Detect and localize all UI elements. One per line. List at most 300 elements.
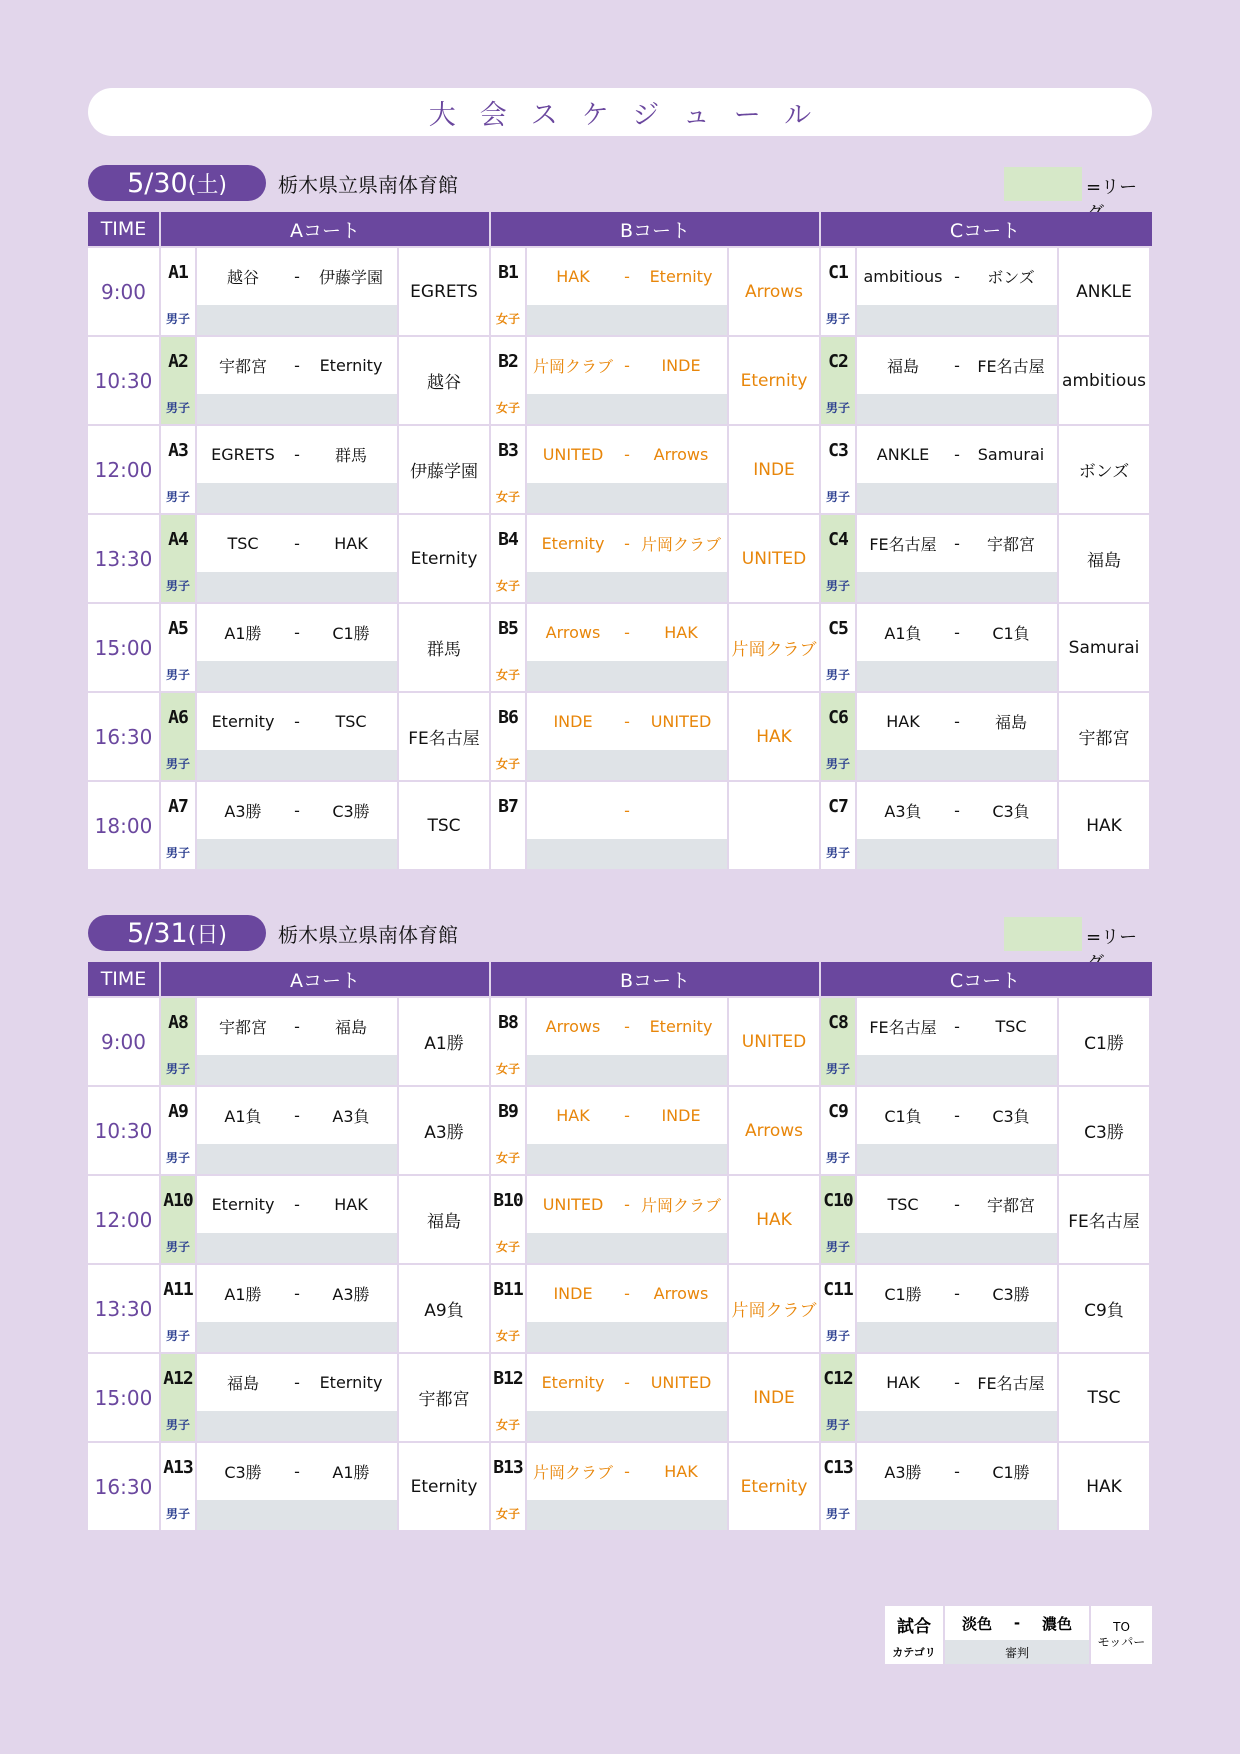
match-cell xyxy=(527,1176,727,1263)
to-mopper-team: 片岡クラブ xyxy=(729,604,819,691)
match-code: A6 xyxy=(168,707,188,728)
category-label: 男子 xyxy=(825,1418,850,1432)
team-dark: HAK xyxy=(334,534,368,553)
teams-row xyxy=(857,337,1057,394)
team-light: UNITED xyxy=(542,445,604,464)
referee-band xyxy=(857,1055,1057,1085)
match-code: B3 xyxy=(498,440,518,461)
court-match xyxy=(491,515,819,602)
teams-row xyxy=(857,693,1057,750)
match-code-cell xyxy=(821,248,855,335)
match-cell xyxy=(527,1354,727,1441)
court-header: Bコート xyxy=(491,212,821,246)
court-match xyxy=(491,1176,819,1263)
team-light: INDE xyxy=(553,1284,593,1303)
team-separator: - xyxy=(954,1373,960,1392)
match-code: C11 xyxy=(823,1279,853,1300)
match-code-cell xyxy=(161,782,195,869)
team-dark: INDE xyxy=(661,356,701,375)
teams-row xyxy=(857,1265,1057,1322)
category-label: 男子 xyxy=(825,846,850,860)
match-code-cell xyxy=(161,515,195,602)
match-cell xyxy=(527,1443,727,1530)
time-slot: 13:30 xyxy=(88,1265,159,1352)
team-separator: - xyxy=(954,1462,960,1481)
to-mopper-team: Eternity xyxy=(399,515,489,602)
to-mopper-team: Arrows xyxy=(729,1087,819,1174)
to-mopper-team: ANKLE xyxy=(1059,248,1149,335)
teams-row xyxy=(197,1354,397,1411)
match-code-cell xyxy=(821,1087,855,1174)
team-light: HAK xyxy=(886,712,920,731)
venue-name: 栃木県立県南体育館 xyxy=(278,173,458,197)
referee-band xyxy=(197,1500,397,1530)
league-swatch xyxy=(1004,167,1082,201)
referee-band xyxy=(857,839,1057,869)
to-mopper-team: Samurai xyxy=(1059,604,1149,691)
court-match xyxy=(161,1443,489,1530)
court-match xyxy=(491,426,819,513)
match-code-cell xyxy=(491,515,525,602)
team-separator: - xyxy=(624,1017,630,1036)
schedule-table xyxy=(88,212,1152,869)
referee-band xyxy=(527,572,727,602)
match-code-cell xyxy=(821,604,855,691)
category-label: 男子 xyxy=(825,312,850,326)
court-header: Aコート xyxy=(161,212,491,246)
to-mopper-team: 宇都宮 xyxy=(1059,693,1149,780)
teams-row xyxy=(857,604,1057,661)
match-code: A7 xyxy=(168,796,188,817)
match-code-cell xyxy=(161,1354,195,1441)
referee-band xyxy=(197,305,397,335)
court-match xyxy=(491,248,819,335)
team-light: 福島 xyxy=(886,357,919,376)
team-separator: - xyxy=(294,1373,300,1392)
team-dark: C1負 xyxy=(992,624,1030,643)
match-cell xyxy=(857,1087,1057,1174)
court-header: Bコート xyxy=(491,962,821,996)
team-dark: 片岡クラブ xyxy=(640,535,721,554)
team-separator: - xyxy=(954,356,960,375)
time-slot: 10:30 xyxy=(88,337,159,424)
match-code-cell xyxy=(161,1176,195,1263)
match-code-cell xyxy=(821,1354,855,1441)
teams-row xyxy=(527,782,727,839)
match-code: A13 xyxy=(163,1457,193,1478)
court-match xyxy=(491,337,819,424)
match-cell xyxy=(197,1443,397,1530)
match-code-cell xyxy=(491,1176,525,1263)
court-match xyxy=(491,1087,819,1174)
team-dark: UNITED xyxy=(650,1373,712,1392)
match-cell xyxy=(527,337,727,424)
category-label: 男子 xyxy=(165,1329,190,1343)
match-cell xyxy=(857,604,1057,691)
match-code-cell xyxy=(821,693,855,780)
match-code: A8 xyxy=(168,1012,188,1033)
time-slot: 9:00 xyxy=(88,248,159,335)
match-code: C9 xyxy=(828,1101,848,1122)
team-dark: C1勝 xyxy=(332,624,370,643)
match-code-cell xyxy=(821,1443,855,1530)
schedule-row xyxy=(88,604,1152,691)
match-cell xyxy=(197,782,397,869)
team-light: HAK xyxy=(556,267,590,286)
legend-key xyxy=(885,1606,1152,1664)
match-cell xyxy=(527,998,727,1085)
team-separator: - xyxy=(624,1284,630,1303)
league-swatch xyxy=(1004,917,1082,951)
match-code-cell xyxy=(821,1265,855,1352)
team-separator: - xyxy=(954,445,960,464)
team-dark: 片岡クラブ xyxy=(640,1196,721,1215)
to-mopper-team: ambitious xyxy=(1059,337,1149,424)
teams-row xyxy=(857,1176,1057,1233)
category-label: 男子 xyxy=(165,579,190,593)
teams-row xyxy=(527,248,727,305)
match-code: C4 xyxy=(828,529,848,550)
key-match-label: 試合 xyxy=(897,1617,931,1637)
to-mopper-team: A3勝 xyxy=(399,1087,489,1174)
time-slot: 16:30 xyxy=(88,1443,159,1530)
team-light: A3負 xyxy=(884,802,922,821)
schedule-row xyxy=(88,1087,1152,1174)
time-slot: 12:00 xyxy=(88,426,159,513)
court-match xyxy=(491,1265,819,1352)
match-code-cell xyxy=(161,337,195,424)
key-teams xyxy=(945,1606,1089,1640)
category-label: 男子 xyxy=(825,1151,850,1165)
key-mopper-label: モッパー xyxy=(1097,1635,1146,1649)
time-slot: 15:00 xyxy=(88,604,159,691)
team-separator: - xyxy=(954,1284,960,1303)
teams-row xyxy=(197,515,397,572)
match-cell xyxy=(857,1265,1057,1352)
referee-band xyxy=(857,1233,1057,1263)
court-match xyxy=(821,248,1149,335)
referee-band xyxy=(527,1055,727,1085)
match-code: B10 xyxy=(493,1190,523,1211)
team-light: 宇都宮 xyxy=(218,357,267,376)
match-code: B4 xyxy=(498,529,518,550)
team-separator: - xyxy=(954,801,960,820)
category-label: 女子 xyxy=(495,757,520,771)
team-separator: - xyxy=(954,1195,960,1214)
team-light: Eternity xyxy=(211,712,275,731)
team-dark: Eternity xyxy=(649,267,713,286)
referee-band xyxy=(197,1322,397,1352)
schedule-row xyxy=(88,782,1152,869)
team-separator: - xyxy=(294,623,300,642)
category-label: 男子 xyxy=(165,757,190,771)
date-label: 5/30 xyxy=(127,167,188,199)
court-match xyxy=(821,1354,1149,1441)
team-light: A3勝 xyxy=(884,1463,922,1482)
category-label: 男子 xyxy=(825,1507,850,1521)
court-match xyxy=(821,1265,1149,1352)
court-match xyxy=(491,1443,819,1530)
teams-row xyxy=(857,1087,1057,1144)
match-code: A11 xyxy=(163,1279,193,1300)
referee-band xyxy=(857,1500,1057,1530)
court-match xyxy=(821,1176,1149,1263)
to-mopper-team: UNITED xyxy=(729,998,819,1085)
match-code: A9 xyxy=(168,1101,188,1122)
team-separator: - xyxy=(624,1462,630,1481)
teams-row xyxy=(197,998,397,1055)
match-cell xyxy=(197,515,397,602)
key-to-label: TO xyxy=(1113,1620,1130,1634)
team-light: FE名古屋 xyxy=(869,1018,937,1037)
schedule-row xyxy=(88,693,1152,780)
schedule-row xyxy=(88,1443,1152,1530)
match-cell xyxy=(197,1176,397,1263)
match-code-cell xyxy=(821,515,855,602)
match-cell xyxy=(197,998,397,1085)
match-code: A10 xyxy=(163,1190,193,1211)
team-light: TSC xyxy=(887,1195,919,1214)
key-category-label: カテゴリ xyxy=(892,1646,936,1659)
match-code-cell xyxy=(491,998,525,1085)
team-light: ANKLE xyxy=(876,445,930,464)
team-separator: - xyxy=(624,801,630,820)
referee-band xyxy=(527,661,727,691)
team-dark: C1勝 xyxy=(992,1463,1030,1482)
to-mopper-team: Eternity xyxy=(729,337,819,424)
match-cell xyxy=(857,782,1057,869)
referee-band xyxy=(197,394,397,424)
team-separator: - xyxy=(954,712,960,731)
category-label: 男子 xyxy=(825,1062,850,1076)
match-code-cell xyxy=(491,248,525,335)
match-cell xyxy=(857,693,1057,780)
to-mopper-team: 宇都宮 xyxy=(399,1354,489,1441)
to-mopper-team: 福島 xyxy=(399,1176,489,1263)
match-code-cell xyxy=(491,693,525,780)
match-code: C1 xyxy=(828,262,848,283)
team-dark: HAK xyxy=(664,1462,698,1481)
referee-band xyxy=(197,1055,397,1085)
to-mopper-team: HAK xyxy=(1059,782,1149,869)
match-cell xyxy=(527,248,727,335)
team-dark: C3勝 xyxy=(992,1285,1030,1304)
league-legend-label: =リー xyxy=(1086,177,1138,198)
category-label: 女子 xyxy=(495,1062,520,1076)
team-separator: - xyxy=(624,356,630,375)
team-dark: INDE xyxy=(661,1106,701,1125)
to-mopper-team: INDE xyxy=(729,426,819,513)
match-cell xyxy=(527,515,727,602)
court-match xyxy=(491,998,819,1085)
team-separator: - xyxy=(624,1373,630,1392)
category-label: 男子 xyxy=(825,490,850,504)
category-label: 男子 xyxy=(165,846,190,860)
referee-band xyxy=(527,1500,727,1530)
match-code-cell xyxy=(821,1176,855,1263)
team-separator: - xyxy=(294,267,300,286)
to-mopper-team: Arrows xyxy=(729,248,819,335)
referee-band xyxy=(527,483,727,513)
court-match xyxy=(161,248,489,335)
teams-row xyxy=(527,1087,727,1144)
match-code: A1 xyxy=(168,262,188,283)
team-dark: TSC xyxy=(995,1017,1027,1036)
teams-row xyxy=(197,1176,397,1233)
team-light: FE名古屋 xyxy=(869,535,937,554)
key-match-cell xyxy=(945,1606,1089,1664)
team-light: A1勝 xyxy=(224,624,262,643)
teams-row xyxy=(527,1176,727,1233)
team-dark: FE名古屋 xyxy=(977,1374,1045,1393)
team-light: 越谷 xyxy=(226,268,259,287)
to-mopper-team: 伊藤学園 xyxy=(399,426,489,513)
teams-row xyxy=(527,337,727,394)
court-match xyxy=(821,337,1149,424)
match-cell xyxy=(527,1087,727,1174)
court-match xyxy=(161,1354,489,1441)
match-cell xyxy=(197,1354,397,1441)
team-dark: HAK xyxy=(334,1195,368,1214)
team-dark: TSC xyxy=(335,712,367,731)
team-separator: - xyxy=(624,534,630,553)
match-code-cell xyxy=(821,426,855,513)
team-dark: 群馬 xyxy=(334,446,367,465)
court-match xyxy=(821,1087,1149,1174)
referee-band xyxy=(857,572,1057,602)
to-mopper-team: C9負 xyxy=(1059,1265,1149,1352)
team-light: Eternity xyxy=(541,1373,605,1392)
category-label: 女子 xyxy=(495,1151,520,1165)
team-light: Eternity xyxy=(541,534,605,553)
match-code-cell xyxy=(161,1265,195,1352)
team-dark: 福島 xyxy=(994,713,1027,732)
teams-row xyxy=(197,782,397,839)
to-mopper-team: A9負 xyxy=(399,1265,489,1352)
key-to-cell xyxy=(1091,1606,1152,1664)
schedule-row xyxy=(88,426,1152,513)
court-match xyxy=(491,604,819,691)
court-header: Cコート xyxy=(949,219,1021,242)
match-cell xyxy=(197,1087,397,1174)
team-separator: - xyxy=(954,267,960,286)
to-mopper-team: ボンズ xyxy=(1059,426,1149,513)
teams-row xyxy=(527,1265,727,1322)
referee-band xyxy=(857,661,1057,691)
teams-row xyxy=(527,693,727,750)
time-slot: 18:00 xyxy=(88,782,159,869)
match-code-cell xyxy=(491,1265,525,1352)
to-mopper-team: UNITED xyxy=(729,515,819,602)
match-cell xyxy=(857,1176,1057,1263)
teams-row xyxy=(857,515,1057,572)
day-of-week: (日) xyxy=(187,922,227,948)
team-dark: 宇都宮 xyxy=(986,535,1035,554)
team-light: HAK xyxy=(556,1106,590,1125)
time-slot: 13:30 xyxy=(88,515,159,602)
schedule-row xyxy=(88,1265,1152,1352)
category-label: 女子 xyxy=(495,1329,520,1343)
category-label: 男子 xyxy=(825,579,850,593)
match-cell xyxy=(527,693,727,780)
category-label: 男子 xyxy=(825,1240,850,1254)
to-mopper-team: 片岡クラブ xyxy=(729,1265,819,1352)
court-match xyxy=(821,515,1149,602)
referee-band xyxy=(527,1411,727,1441)
court-match xyxy=(491,1354,819,1441)
team-dark: FE名古屋 xyxy=(977,357,1045,376)
key-referee: 審判 xyxy=(945,1640,1089,1664)
team-separator: - xyxy=(624,445,630,464)
team-dark: Arrows xyxy=(653,445,709,464)
teams-row xyxy=(857,1354,1057,1411)
team-light: HAK xyxy=(886,1373,920,1392)
category-label: 男子 xyxy=(165,1240,190,1254)
match-code: C13 xyxy=(823,1457,853,1478)
team-separator: - xyxy=(624,1195,630,1214)
match-code: B8 xyxy=(498,1012,518,1033)
time-slot: 12:00 xyxy=(88,1176,159,1263)
teams-row xyxy=(857,426,1057,483)
match-code-cell xyxy=(491,604,525,691)
match-code: C6 xyxy=(828,707,848,728)
match-code: A12 xyxy=(163,1368,193,1389)
teams-row xyxy=(197,1265,397,1322)
match-code-cell xyxy=(161,693,195,780)
team-separator: - xyxy=(624,712,630,731)
venue-name: 栃木県立県南体育館 xyxy=(278,923,458,947)
referee-band xyxy=(857,1322,1057,1352)
court-match xyxy=(161,426,489,513)
team-separator: - xyxy=(294,356,300,375)
match-code-cell xyxy=(491,337,525,424)
referee-band xyxy=(857,1144,1057,1174)
match-code: B5 xyxy=(498,618,518,639)
match-code: B12 xyxy=(493,1368,523,1389)
match-cell xyxy=(857,1443,1057,1530)
team-light: C3勝 xyxy=(224,1463,262,1482)
match-code-cell xyxy=(491,782,525,869)
team-separator: - xyxy=(954,623,960,642)
category-label: 女子 xyxy=(495,1418,520,1432)
referee-band xyxy=(197,750,397,780)
team-separator: - xyxy=(294,1195,300,1214)
team-separator: - xyxy=(294,1106,300,1125)
team-light: 片岡クラブ xyxy=(532,1463,613,1482)
day-header xyxy=(88,165,1152,205)
match-cell xyxy=(857,998,1057,1085)
referee-band xyxy=(197,839,397,869)
to-mopper-team: INDE xyxy=(729,1354,819,1441)
match-code: B2 xyxy=(498,351,518,372)
to-mopper-team: C3勝 xyxy=(1059,1087,1149,1174)
category-label: 男子 xyxy=(165,401,190,415)
team-dark: C3負 xyxy=(992,1107,1030,1126)
team-dark: A3勝 xyxy=(332,1285,370,1304)
referee-band xyxy=(197,483,397,513)
category-label: 男子 xyxy=(165,668,190,682)
team-light: ambitious xyxy=(863,267,943,286)
time-slot: 15:00 xyxy=(88,1354,159,1441)
match-code-cell xyxy=(161,604,195,691)
league-legend-label: =リー xyxy=(1086,927,1138,948)
court-match xyxy=(821,782,1149,869)
team-light: A1負 xyxy=(224,1107,262,1126)
match-cell xyxy=(857,1354,1057,1441)
time-slot: 9:00 xyxy=(88,998,159,1085)
category-label: 男子 xyxy=(825,757,850,771)
team-separator: - xyxy=(294,1284,300,1303)
